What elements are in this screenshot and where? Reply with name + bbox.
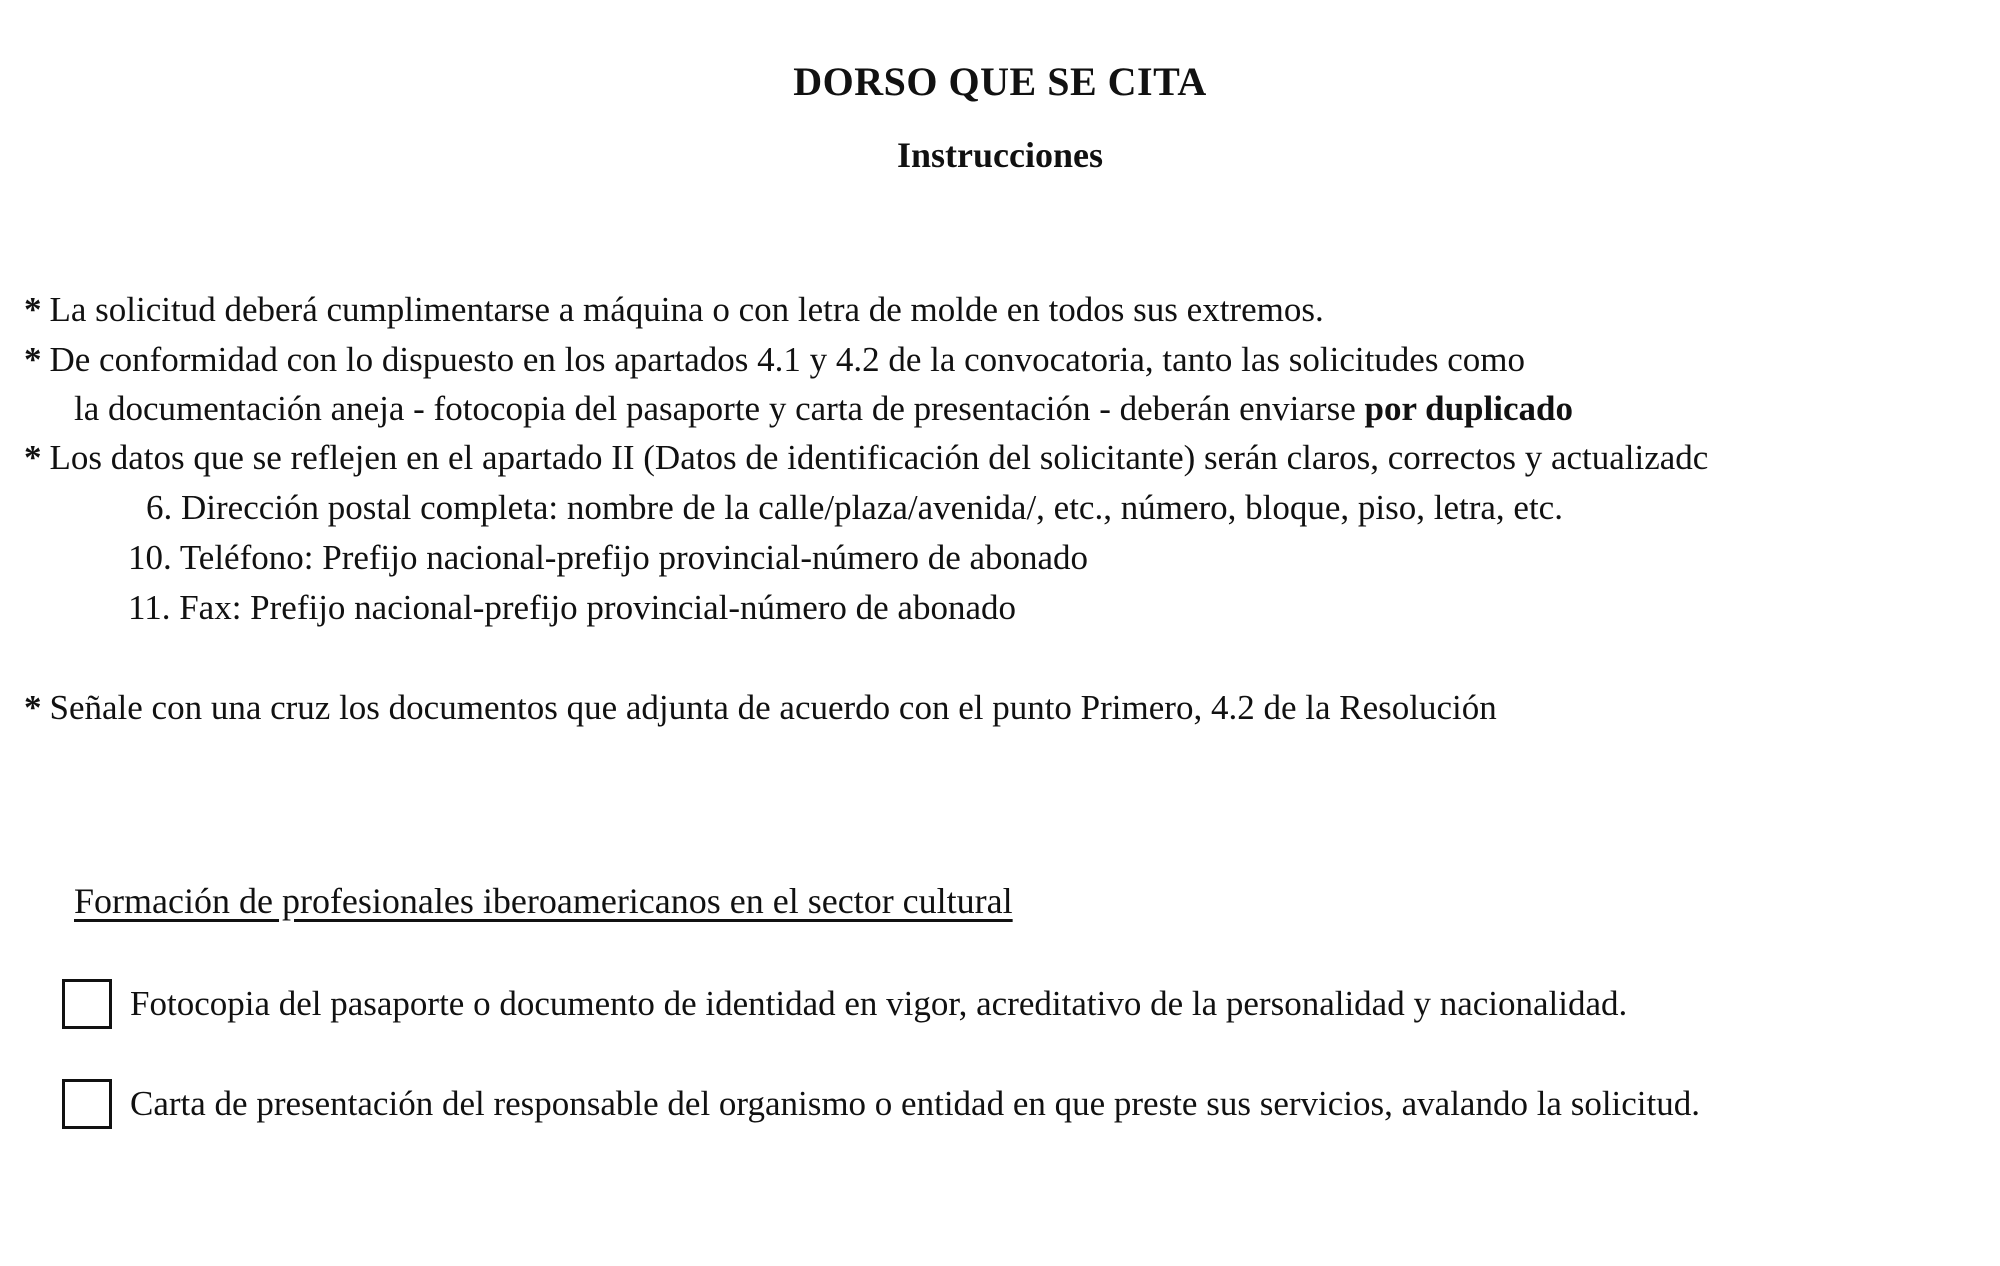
- instruction-text: La solicitud deberá cumplimentarse a máquina o con letra de molde en todos sus extremos.: [49, 290, 1324, 329]
- page-subtitle: Instrucciones: [897, 135, 1103, 175]
- section-heading: Formación de profesionales iberoamericanos en el sector cultural: [74, 881, 1013, 921]
- letter-checkbox[interactable]: [62, 1079, 112, 1129]
- item-6-address: 6. Dirección postal completa: nombre de la calle/plaza/avenida/, etc., número, bloque, piso, letra, etc.: [146, 488, 1563, 527]
- bullet-marker: *: [24, 340, 42, 379]
- instruction-line-1: [24, 290, 1324, 330]
- instruction-line-4: [24, 438, 1708, 478]
- passport-checkbox[interactable]: [62, 979, 112, 1029]
- instruction-emphasis: por duplicado: [1364, 389, 1573, 428]
- instruction-text: la documentación aneja - fotocopia del pasaporte y carta de presentación - deberán enviarse: [74, 389, 1365, 428]
- instruction-line-2: [24, 340, 1525, 380]
- page-title: DORSO QUE SE CITA: [793, 59, 1207, 104]
- instruction-text: Señale con una cruz los documentos que adjunta de acuerdo con el punto Primero, 4.2 de la Resolución: [49, 688, 1497, 727]
- bullet-marker: *: [24, 438, 42, 477]
- instruction-text: Los datos que se reflejen en el apartado II (Datos de identificación del solicitante) serán claros, correctos y actualizadc: [49, 438, 1709, 477]
- item-10-phone: 10. Teléfono: Prefijo nacional-prefijo provincial-número de abonado: [128, 538, 1089, 577]
- instruction-line-5: [24, 688, 1497, 728]
- instruction-line-3: [74, 389, 1573, 429]
- document-label: Carta de presentación del responsable del organismo o entidad en que preste sus servicios, avalando la solicitud.: [130, 1084, 1701, 1123]
- document-option-passport[interactable]: [62, 976, 1627, 1032]
- instruction-text: De conformidad con lo dispuesto en los apartados 4.1 y 4.2 de la convocatoria, tanto las solicitudes como: [49, 340, 1525, 379]
- document-label: Fotocopia del pasaporte o documento de identidad en vigor, acreditativo de la personalidad y nacionalidad.: [130, 984, 1628, 1023]
- bullet-marker: *: [24, 290, 42, 329]
- bullet-marker: *: [24, 688, 42, 727]
- item-11-fax: 11. Fax: Prefijo nacional-prefijo provincial-número de abonado: [128, 588, 1017, 627]
- document-option-letter[interactable]: [62, 1076, 1700, 1132]
